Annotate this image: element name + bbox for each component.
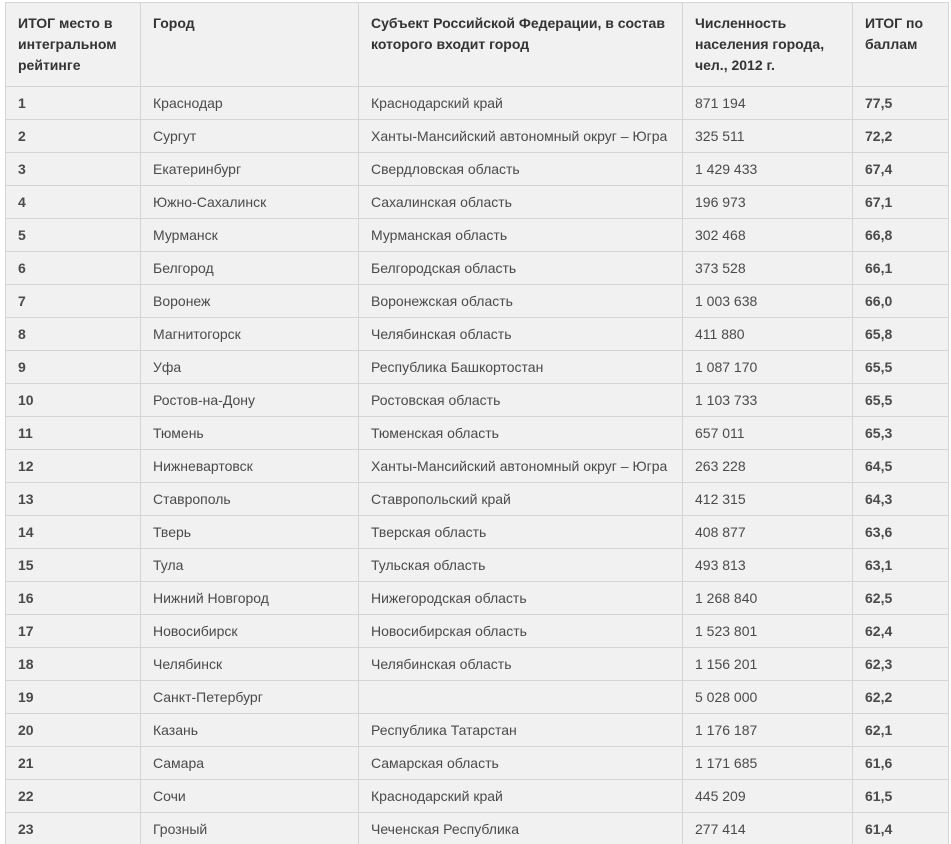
table-row [6,450,949,483]
rank-cell: 2 [6,120,141,153]
score-cell: 72,2 [853,120,949,153]
city-cell: Сочи [141,780,359,813]
population-cell: 302 468 [683,219,853,252]
rank-cell: 17 [6,615,141,648]
population-cell: 445 209 [683,780,853,813]
region-cell: Республика Татарстан [359,714,683,747]
population-cell: 1 003 638 [683,285,853,318]
region-cell: Ханты-Мансийский автономный округ – Югра [359,120,683,153]
col-header-rank: ИТОГ место в интегральном рейтинге [6,3,141,87]
population-cell: 408 877 [683,516,853,549]
city-cell: Самара [141,747,359,780]
table-row [6,87,949,120]
region-cell: Тверская область [359,516,683,549]
rank-cell: 20 [6,714,141,747]
score-cell: 77,5 [853,87,949,120]
col-header-score: ИТОГ по баллам [853,3,949,87]
city-cell: Нижний Новгород [141,582,359,615]
region-cell: Самарская область [359,747,683,780]
region-cell: Краснодарский край [359,87,683,120]
score-cell: 65,8 [853,318,949,351]
city-cell: Тверь [141,516,359,549]
rank-cell: 13 [6,483,141,516]
rank-cell: 14 [6,516,141,549]
col-header-population: Численность населения города, чел., 2012 г. [683,3,853,87]
population-cell: 1 429 433 [683,153,853,186]
population-cell: 1 268 840 [683,582,853,615]
rank-cell: 18 [6,648,141,681]
score-cell: 63,6 [853,516,949,549]
city-cell: Мурманск [141,219,359,252]
table-row [6,417,949,450]
population-cell: 412 315 [683,483,853,516]
city-cell: Екатеринбург [141,153,359,186]
region-cell: Республика Башкортостан [359,351,683,384]
population-cell: 5 028 000 [683,681,853,714]
table-row [6,120,949,153]
rank-cell: 22 [6,780,141,813]
rank-cell: 9 [6,351,141,384]
table-row [6,384,949,417]
table-row [6,549,949,582]
region-cell [359,681,683,714]
population-cell: 373 528 [683,252,853,285]
table-row [6,285,949,318]
score-cell: 63,1 [853,549,949,582]
region-cell: Сахалинская область [359,186,683,219]
region-cell: Челябинская область [359,648,683,681]
score-cell: 64,3 [853,483,949,516]
region-cell: Свердловская область [359,153,683,186]
score-cell: 62,3 [853,648,949,681]
region-cell: Воронежская область [359,285,683,318]
city-rating-table [5,2,949,844]
score-cell: 62,2 [853,681,949,714]
table-row [6,582,949,615]
city-cell: Новосибирск [141,615,359,648]
population-cell: 1 171 685 [683,747,853,780]
rank-cell: 5 [6,219,141,252]
table-row [6,615,949,648]
city-cell: Краснодар [141,87,359,120]
population-cell: 325 511 [683,120,853,153]
rank-cell: 3 [6,153,141,186]
score-cell: 65,3 [853,417,949,450]
score-cell: 66,1 [853,252,949,285]
col-header-region: Субъект Российской Федерации, в состав которого входит город [359,3,683,87]
population-cell: 1 156 201 [683,648,853,681]
population-cell: 196 973 [683,186,853,219]
city-cell: Санкт-Петербург [141,681,359,714]
table-row [6,681,949,714]
population-cell: 1 087 170 [683,351,853,384]
rank-cell: 10 [6,384,141,417]
table-header [6,3,949,87]
city-cell: Сургут [141,120,359,153]
city-cell: Тюмень [141,417,359,450]
region-cell: Ростовская область [359,384,683,417]
rank-cell: 11 [6,417,141,450]
population-cell: 493 813 [683,549,853,582]
rank-cell: 21 [6,747,141,780]
region-cell: Ханты-Мансийский автономный округ – Югра [359,450,683,483]
region-cell: Мурманская область [359,219,683,252]
score-cell: 67,4 [853,153,949,186]
table-row [6,813,949,844]
city-cell: Воронеж [141,285,359,318]
region-cell: Белгородская область [359,252,683,285]
rank-cell: 1 [6,87,141,120]
score-cell: 64,5 [853,450,949,483]
city-cell: Ростов-на-Дону [141,384,359,417]
table-row [6,483,949,516]
population-cell: 871 194 [683,87,853,120]
table-row [6,153,949,186]
rank-cell: 6 [6,252,141,285]
region-cell: Нижегородская область [359,582,683,615]
table-row [6,351,949,384]
rank-cell: 16 [6,582,141,615]
table-row [6,219,949,252]
population-cell: 263 228 [683,450,853,483]
population-cell: 1 103 733 [683,384,853,417]
score-cell: 62,4 [853,615,949,648]
population-cell: 657 011 [683,417,853,450]
score-cell: 66,8 [853,219,949,252]
header-row [6,3,949,87]
population-cell: 277 414 [683,813,853,844]
table-body [6,87,949,844]
rank-cell: 7 [6,285,141,318]
region-cell: Тульская область [359,549,683,582]
region-cell: Чеченская Республика [359,813,683,844]
score-cell: 66,0 [853,285,949,318]
city-cell: Челябинск [141,648,359,681]
table-row [6,648,949,681]
region-cell: Ставропольский край [359,483,683,516]
score-cell: 62,1 [853,714,949,747]
region-cell: Тюменская область [359,417,683,450]
rank-cell: 23 [6,813,141,844]
city-cell: Тула [141,549,359,582]
score-cell: 67,1 [853,186,949,219]
table-row [6,747,949,780]
rank-cell: 4 [6,186,141,219]
table-row [6,186,949,219]
population-cell: 1 176 187 [683,714,853,747]
city-cell: Казань [141,714,359,747]
city-cell: Белгород [141,252,359,285]
city-cell: Ставрополь [141,483,359,516]
rank-cell: 19 [6,681,141,714]
score-cell: 61,5 [853,780,949,813]
table-row [6,714,949,747]
city-cell: Грозный [141,813,359,844]
region-cell: Краснодарский край [359,780,683,813]
rank-cell: 8 [6,318,141,351]
region-cell: Челябинская область [359,318,683,351]
score-cell: 65,5 [853,351,949,384]
population-cell: 411 880 [683,318,853,351]
city-cell: Уфа [141,351,359,384]
city-cell: Магнитогорск [141,318,359,351]
score-cell: 65,5 [853,384,949,417]
table-row [6,318,949,351]
table-row [6,780,949,813]
region-cell: Новосибирская область [359,615,683,648]
city-cell: Южно-Сахалинск [141,186,359,219]
score-cell: 62,5 [853,582,949,615]
table-row [6,516,949,549]
rank-cell: 12 [6,450,141,483]
population-cell: 1 523 801 [683,615,853,648]
rank-cell: 15 [6,549,141,582]
table-row [6,252,949,285]
col-header-city: Город [141,3,359,87]
score-cell: 61,6 [853,747,949,780]
city-cell: Нижневартовск [141,450,359,483]
score-cell: 61,4 [853,813,949,844]
